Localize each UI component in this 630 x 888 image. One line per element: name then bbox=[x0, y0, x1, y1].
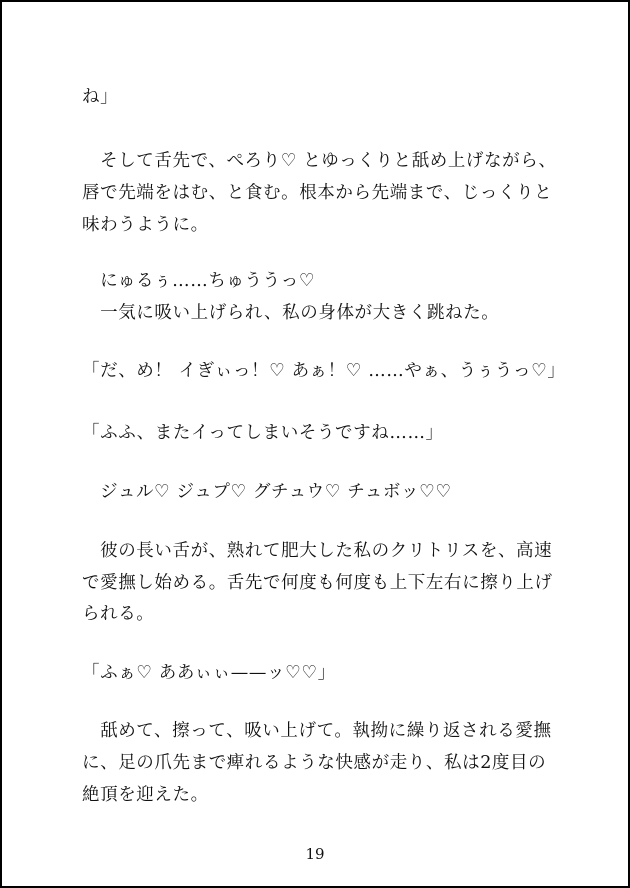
text-line: 味わうように。 bbox=[82, 215, 209, 235]
text-line: そして舌先で、ぺろり♡ とゆっくりと舐め上げながら、 bbox=[82, 151, 557, 171]
text-line: 「ふふ、またイってしまいそうですね……」 bbox=[82, 423, 444, 443]
text-line: られる。 bbox=[82, 604, 155, 624]
text-line: 舐めて、擦って、吸い上げて。執拗に繰り返される愛撫 bbox=[82, 721, 552, 741]
text-line: 「だ、め！ イぎぃっ！♡ あぁ！♡ ……やぁ、うぅうっ♡」 bbox=[82, 361, 566, 381]
text-line: ジュル♡ ジュプ♡ グチュウ♡ チュボッ♡♡ bbox=[82, 482, 452, 502]
text-line: 一気に吸い上げられ、私の身体が大きく跳ねた。 bbox=[82, 303, 500, 323]
text-line: 唇で先端をはむ、と食む。根本から先端まで、じっくりと bbox=[82, 183, 553, 203]
page-number: 19 bbox=[305, 845, 325, 863]
text-line: 「ふぁ♡ ああぃぃ——ッ♡♡」 bbox=[82, 663, 336, 683]
text-line: にゅるぅ……ちゅううっ♡ bbox=[82, 271, 316, 291]
text-line: ね」 bbox=[82, 87, 119, 107]
text-line: に、足の爪先まで痺れるような快感が走り、私は2度目の bbox=[82, 753, 547, 773]
text-line: 彼の長い舌が、熟れて肥大した私のクリトリスを、高速 bbox=[82, 541, 553, 561]
text-line: 絶頂を迎えた。 bbox=[82, 785, 209, 805]
text-line: で愛撫し始める。舌先で何度も何度も上下左右に擦り上げ bbox=[82, 573, 553, 593]
